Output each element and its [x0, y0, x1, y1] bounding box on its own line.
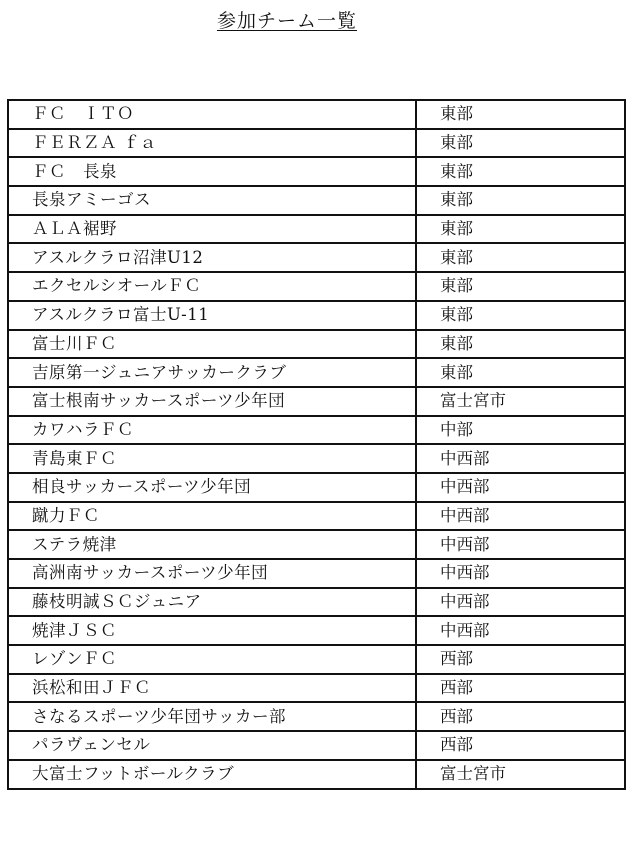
team-name-cell: ＦＣ 長泉 [8, 157, 416, 186]
team-name-cell: 藤枝明誠ＳＣジュニア [8, 588, 416, 617]
page-title: 参加チーム一覧 [216, 10, 357, 32]
team-region-cell: 東部 [416, 100, 625, 129]
table-row [8, 301, 625, 330]
team-region-cell: 東部 [416, 330, 625, 359]
team-region-cell: 東部 [416, 272, 625, 301]
team-table-body [8, 100, 625, 789]
team-name-cell: 吉原第一ジュニアサッカークラブ [8, 358, 416, 387]
team-region-cell: 富士宮市 [416, 387, 625, 416]
team-region-cell: 東部 [416, 186, 625, 215]
team-name-cell: 長泉アミーゴス [8, 186, 416, 215]
table-row [8, 444, 625, 473]
team-region-cell: 中西部 [416, 473, 625, 502]
team-region-cell: 富士宮市 [416, 760, 625, 789]
table-row [8, 330, 625, 359]
team-name-cell: 浜松和田ＪＦＣ [8, 674, 416, 703]
table-row [8, 616, 625, 645]
team-region-cell: 東部 [416, 358, 625, 387]
team-region-cell: 中西部 [416, 502, 625, 531]
table-row [8, 645, 625, 674]
team-region-cell: 東部 [416, 129, 625, 158]
table-row [8, 387, 625, 416]
table-row [8, 702, 625, 731]
team-region-cell: 中西部 [416, 588, 625, 617]
table-row [8, 186, 625, 215]
team-region-cell: 中西部 [416, 559, 625, 588]
team-name-cell: エクセルシオールＦＣ [8, 272, 416, 301]
team-name-cell: ＡＬＡ裾野 [8, 215, 416, 244]
team-name-cell: レゾンＦＣ [8, 645, 416, 674]
team-region-cell: 東部 [416, 157, 625, 186]
table-row [8, 358, 625, 387]
team-name-cell: アスルクラロ沼津U12 [8, 243, 416, 272]
team-name-cell: 青島東ＦＣ [8, 444, 416, 473]
team-region-cell: 中西部 [416, 616, 625, 645]
table-row [8, 731, 625, 760]
table-row [8, 243, 625, 272]
team-region-cell: 中部 [416, 416, 625, 445]
team-region-cell: 中西部 [416, 530, 625, 559]
table-row [8, 674, 625, 703]
team-region-cell: 東部 [416, 301, 625, 330]
team-name-cell: 高洲南サッカースポーツ少年団 [8, 559, 416, 588]
table-row [8, 588, 625, 617]
table-row [8, 502, 625, 531]
team-region-cell: 西部 [416, 702, 625, 731]
table-row [8, 416, 625, 445]
team-region-cell: 西部 [416, 731, 625, 760]
table-row [8, 100, 625, 129]
team-table [7, 99, 626, 790]
team-name-cell: 蹴力ＦＣ [8, 502, 416, 531]
team-region-cell: 中西部 [416, 444, 625, 473]
table-row [8, 473, 625, 502]
team-region-cell: 西部 [416, 645, 625, 674]
table-row [8, 760, 625, 789]
team-region-cell: 西部 [416, 674, 625, 703]
table-row [8, 559, 625, 588]
team-name-cell: 大富士フットボールクラブ [8, 760, 416, 789]
team-name-cell: パラヴェンセル [8, 731, 416, 760]
team-name-cell: ＦＥＲＺＡ ｆａ [8, 129, 416, 158]
team-name-cell: ＦＣ ＩＴＯ [8, 100, 416, 129]
table-row [8, 157, 625, 186]
table-row [8, 129, 625, 158]
table-row [8, 215, 625, 244]
team-name-cell: アスルクラロ富士U-11 [8, 301, 416, 330]
team-name-cell: 相良サッカースポーツ少年団 [8, 473, 416, 502]
team-name-cell: 富士川ＦＣ [8, 330, 416, 359]
team-name-cell: ステラ焼津 [8, 530, 416, 559]
team-region-cell: 東部 [416, 215, 625, 244]
team-region-cell: 東部 [416, 243, 625, 272]
table-row [8, 530, 625, 559]
team-name-cell: さなるスポーツ少年団サッカー部 [8, 702, 416, 731]
team-name-cell: 富士根南サッカースポーツ少年団 [8, 387, 416, 416]
table-row [8, 272, 625, 301]
team-name-cell: カワハラＦＣ [8, 416, 416, 445]
team-name-cell: 焼津ＪＳＣ [8, 616, 416, 645]
